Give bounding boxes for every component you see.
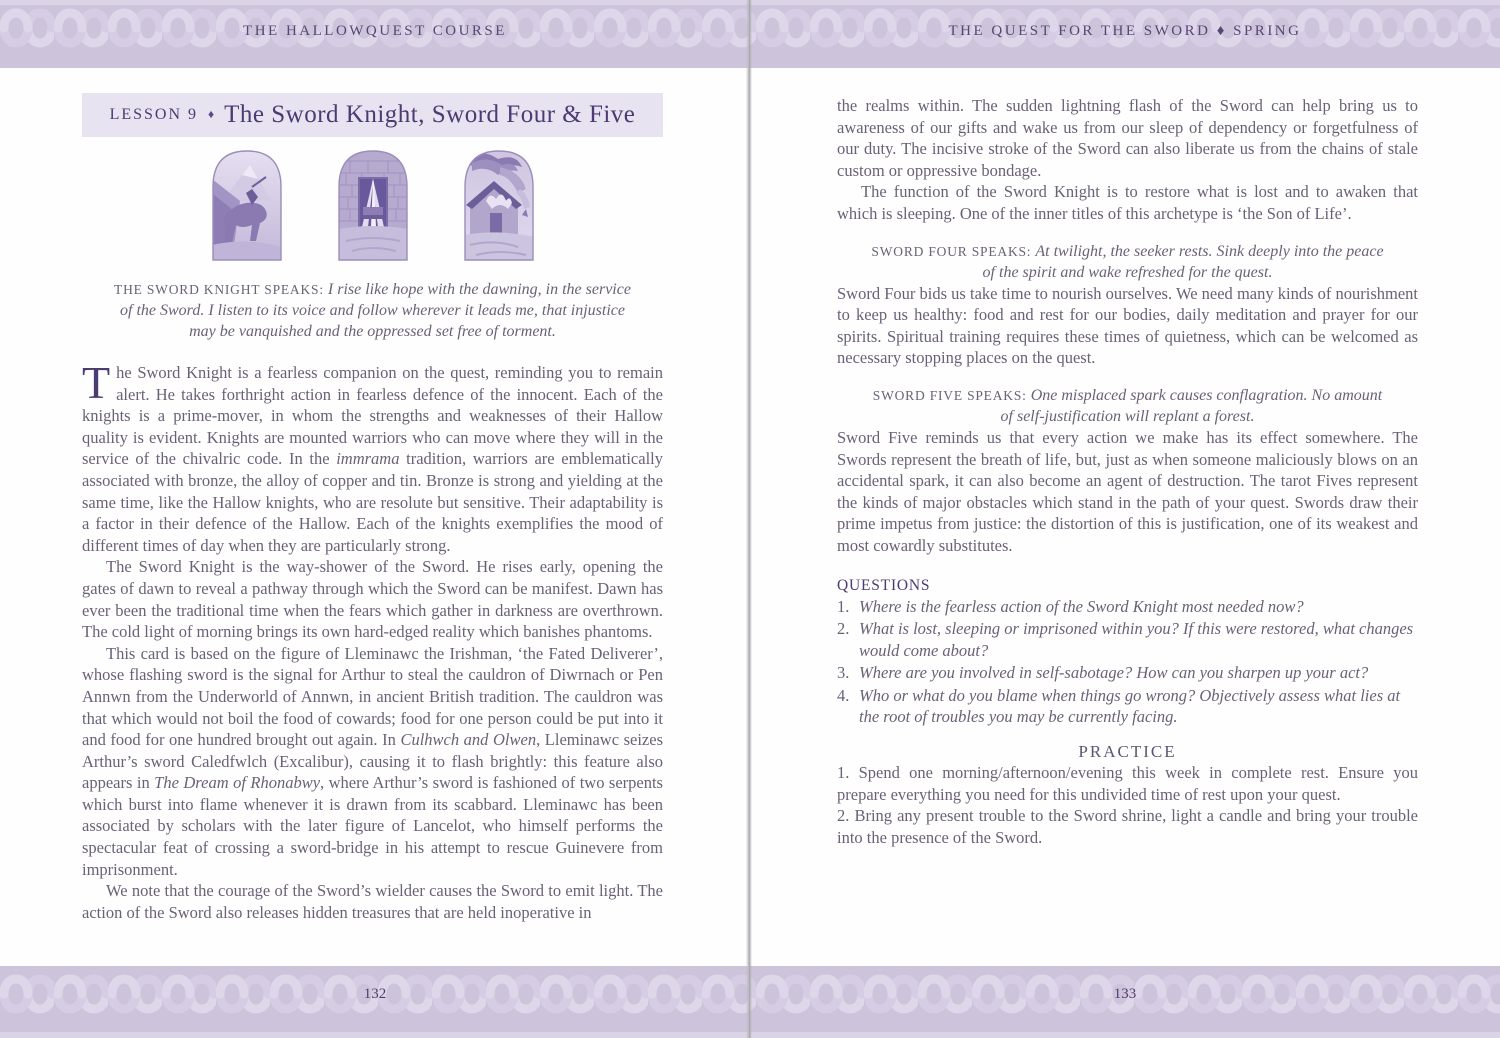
sword-five-speaks-quote xyxy=(868,385,1388,427)
page-left xyxy=(82,68,663,923)
left-body-text xyxy=(82,357,664,923)
question-text: What is lost, sleeping or imprisoned within you? If this were restored, what changes would come about? xyxy=(859,619,1414,660)
question-item xyxy=(837,685,1418,728)
sword-four-speaks-quote xyxy=(868,241,1388,283)
lesson-title-bar xyxy=(82,93,663,137)
question-text: Where is the fearless action of the Sword Knight most needed now? xyxy=(859,596,1304,616)
practice-item: 2. Bring any present trouble to the Sword shrine, light a candle and bring your trouble into the presence of the Sword. xyxy=(837,806,1418,847)
speaker-text: One misplaced spark causes conflagration. No amount of self-justification will replant a forest. xyxy=(1000,386,1383,425)
running-header-left: THE HALLOWQUEST COURSE xyxy=(243,23,507,39)
question-number: 1. xyxy=(837,596,850,616)
paragraph: Sword Five reminds us that every action we make has its effect somewhere. The Swords represent the breath of life, but, just as when someone maliciously blows on an accidental spark, it can also become an agent of destruction. The tarot Fives represent the kinds of major obstacles which stand in the path of your quest. Swords draw their prime impetus from justice: the distortion of this is justification, one of its weakest and most cowardly substitutes. xyxy=(837,427,1418,555)
paragraph: the realms within. The sudden lightning flash of the Sword can help bring us to awareness of our gifts and wake us from our sleep of dependency or forgetfulness of our duty. The incisive stroke of the Sword can also liberate us from the chains of stale custom or oppressive bondage. xyxy=(837,96,1418,180)
right-body-text xyxy=(837,95,1418,848)
practice-heading: PRACTICE xyxy=(1078,742,1177,762)
question-number: 2. xyxy=(837,619,850,639)
paragraph: The function of the Sword Knight is to restore what is lost and to awaken that which is sleeping. One of the inner titles of this archetype is ‘the Son of Life’. xyxy=(837,182,1418,223)
sword-knight-card-image xyxy=(212,149,282,261)
paragraph: This card is based on the figure of Lleminawc the Irishman, ‘the Fated Deliverer’, whose flashing sword is the signal for Arthur to steal the cauldron of Diwrnach or Pen Annwn from the Underworld of Annwn, in ancient British tradition. The cauldron was that which would not boil the food of cowards; food for one person could be put into it and food for one hundred brought out again. In Culhwch and Olwen, Lleminawc seizes Arthur’s sword Caledfwlch (Excalibur), causing it to flash brightly: this feature also appears in The Dream of Rhonabwy, where Arthur’s sword is fashioned of two serpents which burst into flame whenever it is drawn from its scabbard. Lleminawc has been associated by scholars with the later figure of Lancelot, who himself performs the spectacular feat of crossing a sword-bridge in his attempt to rescue Guinevere from imprisonment. xyxy=(82,643,663,879)
paragraph xyxy=(82,357,664,556)
speaker-text: I rise like hope with the dawning, in the service of the Sword. I listen to its voice and follow wherever it leads me, that injustice may be vanquished and the oppressed set free of torment. xyxy=(120,281,631,340)
running-header-right: THE QUEST FOR THE SWORD ♦ SPRING xyxy=(948,23,1302,39)
question-number: 3. xyxy=(837,663,850,683)
sword-knight-speaks-quote xyxy=(113,279,633,342)
question-item xyxy=(837,596,1418,618)
sword-four-card-image xyxy=(338,149,408,261)
paragraph: The Sword Knight is the way-shower of the Sword. He rises early, opening the gates of dawn to reveal a pathway through which the Sword can be manifest. Dawn has ever been the traditional time when the fears which gather in darkness are overthrown. The cold light of morning brings its own hard-edged reality which banishes phantoms. xyxy=(82,557,663,642)
diamond-icon: ♦ xyxy=(208,106,215,121)
speaker-label: THE SWORD KNIGHT SPEAKS: xyxy=(114,282,324,297)
page-number-left: 132 xyxy=(363,986,387,1002)
page-number-right: 133 xyxy=(1113,986,1137,1002)
speaker-label: SWORD FOUR SPEAKS: xyxy=(871,243,1032,259)
lesson-title: The Sword Knight, Sword Four & Five xyxy=(224,101,636,128)
card-illustrations-row xyxy=(82,149,663,261)
question-text: Where are you involved in self-sabotage? How can you sharpen up your act? xyxy=(859,663,1369,683)
drop-cap: T xyxy=(82,357,111,408)
page-right xyxy=(837,68,1418,848)
sword-five-card-image xyxy=(464,149,534,261)
paragraph: Sword Four bids us take time to nourish ourselves. We need many kinds of nourishment to keep us healthy: food and rest for our bodies, daily meditation and prayer for our spirits. Spiritual training requires these times of quietness, which can be welcomed as necessary stopping places on the quest. xyxy=(837,283,1418,368)
practice-item: 1. Spend one morning/afternoon/evening this week in complete rest. Ensure you prepare everything you need for this undivided time of rest upon your quest. xyxy=(837,763,1418,804)
speaker-label: SWORD FIVE SPEAKS: xyxy=(872,387,1027,403)
speaker-text: At twilight, the seeker rests. Sink deeply into the peace of the spirit and wake refreshed for the quest. xyxy=(982,242,1384,281)
question-item xyxy=(837,662,1418,684)
page-gutter xyxy=(746,0,752,1038)
paragraph-text: he Sword Knight is a fearless companion on the quest, reminding you to remain alert. He takes forthright action in fearless defence of the innocent. Each of the knights is a prime-mover, in whom the strengths and weaknesses of their Hallow quality is evident. Knights are mounted warriors who can move where they will in the service of the chivalric code. In the immrama tradition, warriors are emblematically associated with bronze, the alloy of copper and tin. Bronze is strong and yielding at the same time, like the Hallow knights, who are resolute but sensitive. Their adaptability is a factor in their defence of the Hallow. Each of the knights exemplifies the mood of different times of day when they are particularly strong. xyxy=(82,363,664,555)
question-item xyxy=(837,618,1418,661)
question-number: 4. xyxy=(837,685,850,705)
questions-heading: QUESTIONS xyxy=(837,576,931,594)
paragraph: We note that the courage of the Sword’s wielder causes the Sword to emit light. The action of the Sword also releases hidden treasures that are held inoperative in xyxy=(82,881,663,922)
lesson-number-label: LESSON 9 xyxy=(109,106,199,123)
question-text: Who or what do you blame when things go wrong? Objectively assess what lies at the root of troubles you may be currently facing. xyxy=(859,685,1401,727)
